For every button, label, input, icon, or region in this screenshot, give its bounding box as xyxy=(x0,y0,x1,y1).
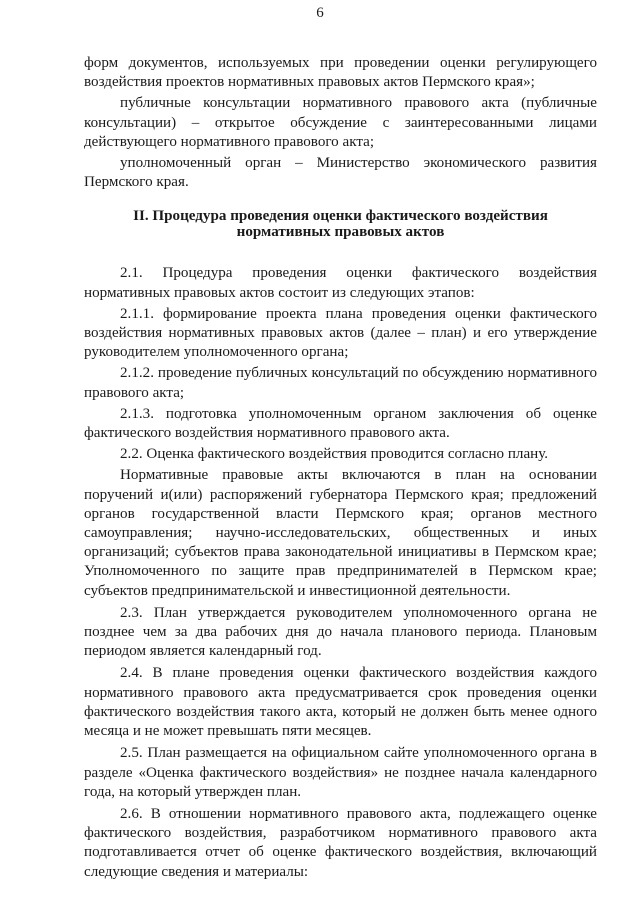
paragraph-2-1-3: 2.1.3. подготовка уполномоченным органом заключения об оценке фактического воздействия нормативного правового акта. xyxy=(84,405,597,442)
paragraph-2-6: 2.6. В отношении нормативного правового акта, подлежащего оценке фактического воздействия, разработчиком нормативного правового акта подготавливается отчет об оценке фактического воздействия, включающий следующие сведения и материалы: xyxy=(84,805,597,880)
intro-paragraph-3: уполномоченный орган – Министерство экономического развития Пермского края. xyxy=(84,155,597,191)
intro-paragraph-2: публичные консультации нормативного правового акта (публичные консультации) – открытое обсуждение с заинтересованными лицами действующего нормативного правового акта; xyxy=(84,95,597,150)
section-heading-line-1: II. Процедура проведения оценки фактического воздействия xyxy=(133,208,548,225)
intro-paragraph-1: форм документов, используемых при проведении оценки регулирующего воздействия проектов нормативных правовых актов Пермского края»; xyxy=(84,55,597,91)
section-heading xyxy=(84,209,597,240)
paragraph-2-1-2: 2.1.2. проведение публичных консультаций по обсуждению нормативного правового акта; xyxy=(84,365,597,401)
page-number: 6 xyxy=(316,5,324,21)
paragraph-2-1-1: 2.1.1. формирование проекта плана проведения оценки фактического воздействия нормативных правовых актов (далее – план) и его утверждение руководителем уполномоченного органа; xyxy=(84,305,597,361)
paragraph-2-2: 2.2. Оценка фактического воздействия проводится согласно плану. xyxy=(120,446,549,463)
paragraph-2-4: 2.4. В плане проведения оценки фактического воздействия каждого нормативного правового акта предусматривается срок проведения оценки фактического воздействия такого акта, который не должен быть менее одного месяца и не может превышать пяти месяцев. xyxy=(84,665,597,740)
paragraph-plan-sources: Нормативные правовые акты включаются в план на основании поручений и(или) распоряжений губернатора Пермского края; предложений органов государственной власти Пермского края; органов местного самоуправления; научно-исследовательских, общественных и иных организаций; субъектов права законодательной инициативы в Пермском крае; Уполномоченного по защите прав предпринимателей в Пермском крае; субъектов предпринимательской и инвестиционной деятельности. xyxy=(84,467,597,599)
paragraph-2-3: 2.3. План утверждается руководителем уполномоченного органа не позднее чем за два рабочих дня до начала планового периода. Плановым периодом является календарный год. xyxy=(84,604,597,660)
paragraph-2-5: 2.5. План размещается на официальном сайте уполномоченного органа в разделе «Оценка фактического воздействия» не позднее начала календарного года, на который утвержден план. xyxy=(84,745,597,800)
page-content xyxy=(84,54,597,882)
paragraph-2-1: 2.1. Процедура проведения оценки фактического воздействия нормативных правовых актов состоит из следующих этапов: xyxy=(84,265,597,301)
section-heading-line-2: нормативных правовых актов xyxy=(236,223,445,240)
